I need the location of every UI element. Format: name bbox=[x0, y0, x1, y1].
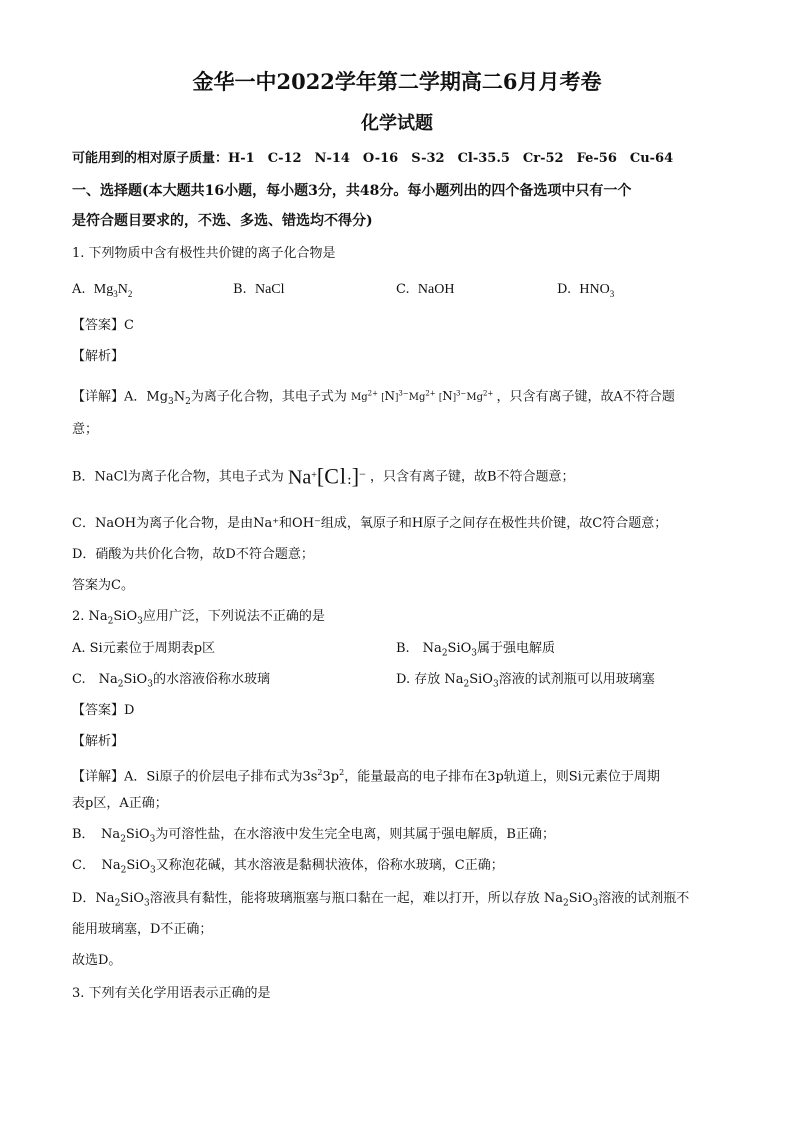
subscript: 3 bbox=[471, 648, 478, 659]
q2-conclusion: 故选D。 bbox=[72, 953, 122, 968]
q1-answer: 【答案】C bbox=[72, 318, 134, 333]
superscript: 2 bbox=[339, 768, 345, 777]
q2-option-c bbox=[72, 671, 270, 694]
text: 【详解】A．Mg bbox=[72, 389, 169, 405]
formula: NaOH bbox=[417, 282, 455, 297]
text: SiO bbox=[125, 827, 150, 842]
q2-answer: 【答案】D bbox=[72, 703, 135, 718]
q2-detail-d-cont: 能用玻璃塞，D不正确； bbox=[72, 922, 213, 937]
text: ，只含有离子键，故B不符合题意； bbox=[370, 469, 575, 485]
subscript: 3 bbox=[144, 898, 150, 909]
option-label: B. bbox=[233, 282, 247, 297]
text: 应用广泛，下列说法不正确的是 bbox=[142, 609, 325, 624]
subscript: 3 bbox=[168, 396, 174, 407]
charge: 2+ bbox=[425, 390, 436, 398]
section-header-line1: 一、选择题(本大题共16小题，每小题3分，共48分。每小题列出的四个备选项中只有一个 bbox=[72, 183, 632, 199]
ion-mg: Mg bbox=[466, 392, 484, 404]
text: 又称泡花碱，其水溶液是黏稠状液体，俗称水玻璃，C正确； bbox=[155, 858, 504, 873]
ion-mg: Mg bbox=[408, 392, 426, 404]
q2-option-a: A. Si元素位于周期表p区 bbox=[72, 641, 216, 656]
q1-option-c bbox=[396, 281, 454, 299]
ion-na: Na bbox=[287, 466, 312, 489]
subscript: 3 bbox=[137, 616, 143, 627]
text: 为离子化合物，其电子式为 bbox=[190, 389, 347, 405]
q2-option-b bbox=[396, 640, 555, 663]
formula-part: Mg bbox=[93, 282, 114, 297]
formula-part: HNO bbox=[579, 282, 610, 297]
text: B. Na bbox=[396, 641, 442, 656]
mg3n2-electron-formula: $Mg^{2+}$ $[N]^{3-}Mg^{2+}$ $[N]^{3-}Mg^{2+}$ bbox=[351, 389, 494, 404]
q1-option-a bbox=[72, 281, 132, 303]
option-label: A. bbox=[72, 282, 86, 297]
subscript: 2 bbox=[120, 834, 126, 845]
q1-conclusion: 答案为C。 bbox=[72, 578, 134, 593]
text: 溶液具有黏性，能将玻璃瓶塞与瓶口黏在一起，难以打开，所以存放 Na bbox=[149, 891, 564, 906]
text: 溶液的试剂瓶不 bbox=[598, 891, 690, 906]
charge: − bbox=[359, 467, 366, 481]
charge: 3− bbox=[456, 390, 467, 398]
q2-detail-b bbox=[72, 826, 555, 849]
section-header-line2: 是符合题目要求的，不选、多选、错选均不得分) bbox=[72, 213, 373, 229]
ion-n: N bbox=[384, 389, 396, 404]
q2-detail-d bbox=[72, 890, 689, 913]
text: D．Na bbox=[72, 891, 115, 906]
q2-stem bbox=[72, 608, 325, 631]
q1-stem: 1. 下列物质中含有极性共价键的离子化合物是 bbox=[72, 246, 336, 261]
subscript: 2 bbox=[127, 288, 133, 299]
subscript: 3 bbox=[149, 834, 156, 845]
text: 为可溶性盐，在水溶液中发生完全电离，则其属于强电解质，B正确； bbox=[155, 827, 555, 842]
text: SiO bbox=[568, 891, 593, 906]
text: 【详解】A．Si原子的价层电子排布式为3s bbox=[72, 769, 318, 785]
text: 属于强电解质 bbox=[477, 641, 556, 656]
text: C. Na bbox=[72, 672, 118, 687]
charge: 2+ bbox=[483, 390, 494, 398]
subscript: 3 bbox=[592, 898, 599, 909]
subscript: 3 bbox=[150, 865, 156, 876]
q1-option-b bbox=[233, 281, 285, 299]
page-title: 金华一中2022学年第二学期高二6月月考卷 bbox=[192, 69, 602, 94]
q2-detail-a-cont: 表p区，A正确； bbox=[72, 796, 168, 811]
q1-detail-a bbox=[72, 385, 675, 411]
subscript: 2 bbox=[463, 679, 470, 690]
text: SiO bbox=[469, 672, 493, 687]
superscript: 2 bbox=[317, 768, 323, 777]
formula-part: N bbox=[117, 282, 128, 297]
text: 溶液的试剂瓶可以用玻璃塞 bbox=[498, 672, 655, 687]
q1-detail-a-cont: 意； bbox=[72, 422, 99, 437]
ion-mg: Mg bbox=[351, 392, 368, 404]
text: B． Na bbox=[72, 827, 121, 842]
nacl-electron-formula: Na+[Cl:]− bbox=[287, 463, 366, 489]
q3-stem: 3. 下列有关化学用语表示正确的是 bbox=[72, 986, 271, 1001]
ion-cl: Cl bbox=[324, 463, 348, 489]
subscript: 3 bbox=[609, 288, 615, 299]
q1-option-d bbox=[557, 281, 614, 303]
subscript: 3 bbox=[492, 679, 499, 690]
subscript: 2 bbox=[185, 396, 191, 407]
q2-detail-a bbox=[72, 764, 660, 786]
text: SiO bbox=[126, 858, 151, 873]
subscript: 2 bbox=[120, 865, 127, 876]
subscript: 2 bbox=[107, 616, 114, 627]
subscript: 2 bbox=[563, 898, 569, 909]
q2-option-d bbox=[396, 671, 655, 694]
text: SiO bbox=[113, 609, 138, 624]
charge: 2+ bbox=[367, 390, 378, 398]
q1-detail-b bbox=[72, 465, 575, 489]
option-label: D. bbox=[557, 282, 572, 297]
text: ，只含有离子键，故A不符合题 bbox=[496, 389, 675, 405]
text: B．NaCl为离子化合物，其电子式为 bbox=[72, 469, 284, 485]
text: D. 存放 Na bbox=[396, 672, 464, 687]
text: 的水溶液俗称水玻璃 bbox=[152, 672, 270, 687]
q1-detail-d: D．硝酸为共价化合物，故D不符合题意； bbox=[72, 547, 314, 562]
subscript: 2 bbox=[441, 648, 448, 659]
page-subtitle: 化学试题 bbox=[361, 113, 433, 134]
text: 2. Na bbox=[72, 609, 108, 624]
formula: NaCl bbox=[254, 282, 285, 297]
charge: + bbox=[311, 470, 317, 481]
q1-analysis-label: 【解析】 bbox=[72, 349, 125, 364]
text: ，能量最高的电子排布在3p轨道上，则Si元素位于周期 bbox=[344, 769, 660, 785]
option-label: C. bbox=[396, 282, 410, 297]
text: SiO bbox=[123, 672, 148, 687]
text: C． Na bbox=[72, 858, 121, 873]
text: 3p bbox=[322, 769, 340, 785]
q1-detail-c: C．NaOH为离子化合物，是由Na⁺和OH⁻组成，氧原子和H原子之间存在极性共价键，故C符合题意； bbox=[72, 516, 668, 531]
text: SiO bbox=[447, 641, 472, 656]
q2-detail-c bbox=[72, 857, 504, 880]
text: N bbox=[173, 389, 186, 405]
subscript: 3 bbox=[113, 288, 118, 299]
subscript: 3 bbox=[147, 679, 153, 690]
charge: 3− bbox=[398, 390, 409, 398]
subscript: 2 bbox=[117, 679, 124, 690]
subscript: 2 bbox=[114, 898, 121, 909]
text: SiO bbox=[120, 891, 145, 906]
ion-n: N bbox=[442, 389, 453, 404]
q2-analysis-label: 【解析】 bbox=[72, 734, 125, 749]
atomic-masses: 可能用到的相对原子质量：H-1 C-12 N-14 O-16 S-32 Cl-35.5 Cr-52 Fe-56 Cu-64 bbox=[72, 151, 674, 166]
